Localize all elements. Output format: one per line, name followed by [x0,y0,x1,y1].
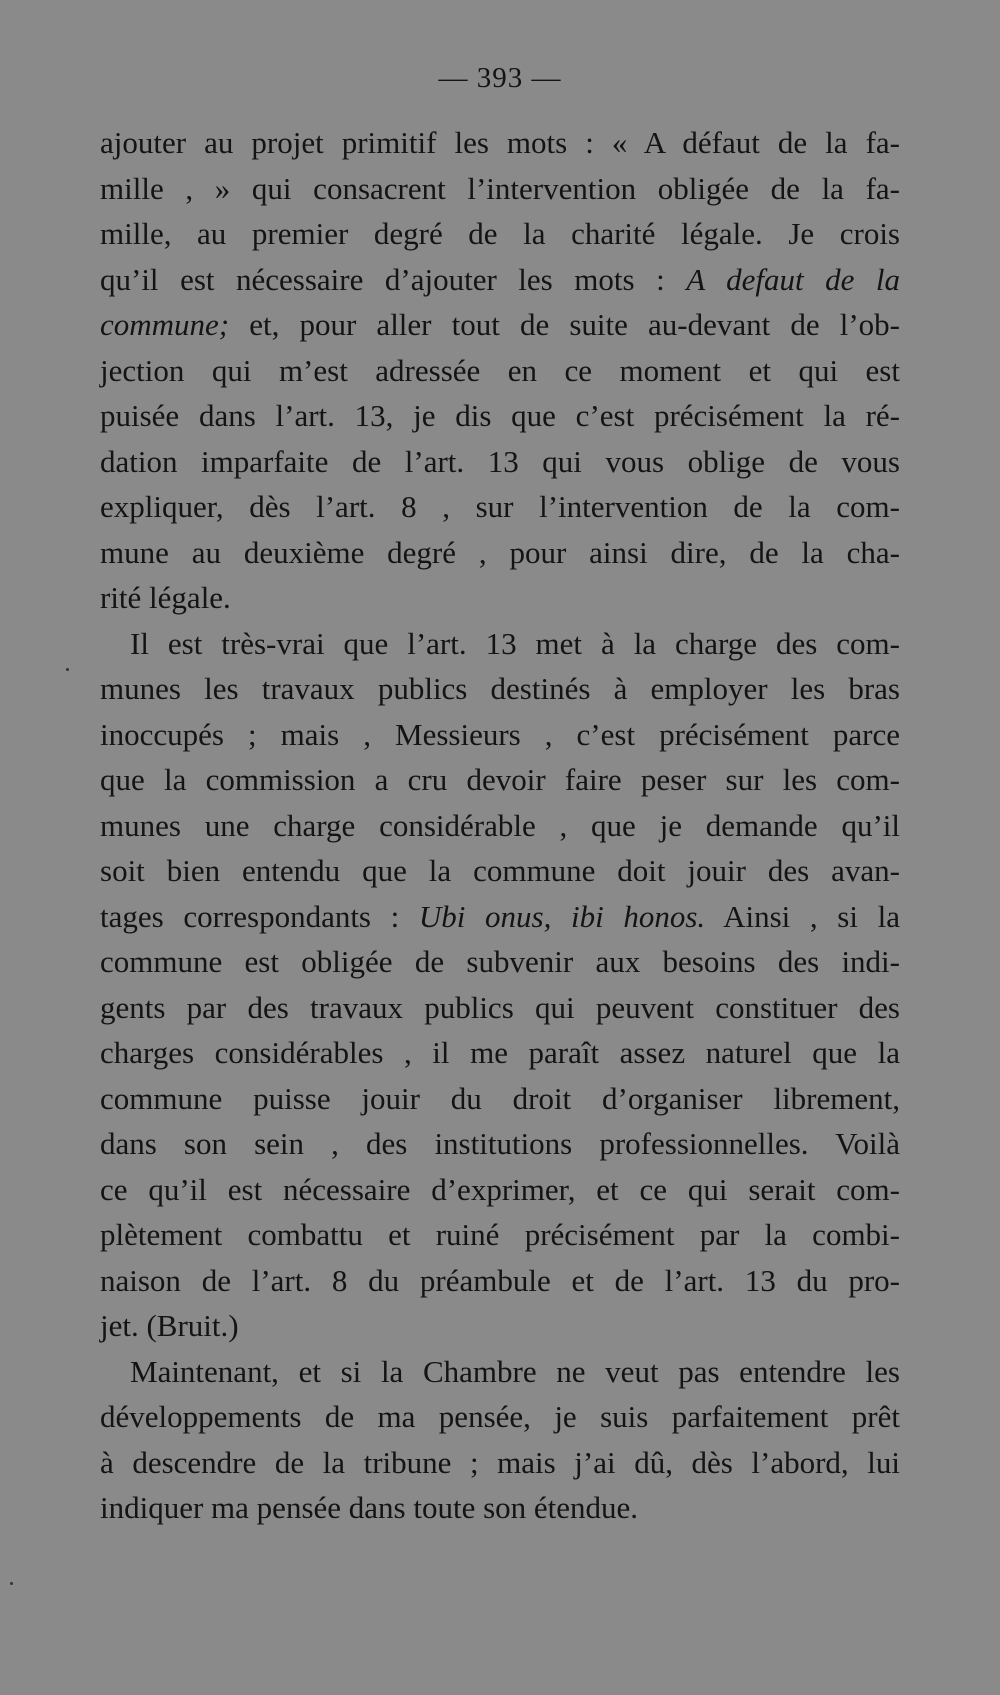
text-run: Il est très-vrai que l’art. 13 met à la charge des com- [130,625,900,661]
text-run: charges considérables , il me paraît assez naturel que la [100,1035,900,1070]
text-line [100,302,900,348]
text-run: Maintenant, et si la Chambre ne veut pas entendre les [130,1353,900,1389]
text-run: puisée dans l’art. 13, je dis que c’est précisément la ré- [100,398,900,433]
text-run: tages correspondants : [100,898,419,934]
text-run: à descendre de la tribune ; mais j’ai dû, dès l’abord, lui [100,1444,900,1480]
text-run: commune puisse jouir du droit d’organiser librement, [100,1080,900,1116]
text-line [100,1030,900,1076]
body-text [100,120,900,1531]
text-line [100,1121,900,1167]
text-run: jection qui m’est adressée en ce moment et qui est [100,352,900,388]
text-run: gents par des travaux publics qui peuvent constituer des [100,989,900,1025]
text-run: ce qu’il est nécessaire d’exprimer, et ce qui serait com- [100,1171,900,1207]
text-run: dans son sein , des institutions professionnelles. Voilà [100,1126,900,1161]
text-line [100,621,900,667]
text-run: et, pour aller tout de suite au-devant de l’ob- [229,307,900,342]
text-run: Ainsi , si la [705,898,900,934]
text-line [100,1258,900,1304]
text-run: ajouter au projet primitif les mots : « A défaut de la fa- [100,125,900,160]
scan-speck [10,1582,13,1585]
text-line [100,1394,900,1440]
text-run: plètement combattu et ruiné précisément par la combi- [100,1217,900,1252]
text-line [100,848,900,894]
text-run: jet. (Bruit.) [100,1308,239,1343]
text-line [100,1076,900,1122]
text-line [100,1212,900,1258]
italic-text-run: A defaut de la [686,261,901,297]
text-line [100,757,900,803]
text-line [100,1303,900,1349]
italic-text-run: commune; [100,307,230,342]
text-run: munes les travaux publics destinés à employer les bras [100,671,900,706]
text-run: inoccupés ; mais , Messieurs , c’est précisément parce [100,716,900,752]
text-line [100,712,900,758]
text-line [100,985,900,1031]
italic-text-run: Ubi onus, ibi honos. [418,898,706,934]
text-line [100,393,900,439]
text-run: expliquer, dès l’art. 8 , sur l’intervention de la com- [100,489,900,524]
text-line [100,484,900,530]
text-run: que la commission a cru devoir faire peser sur les com- [100,762,900,797]
text-line [100,211,900,257]
text-run: mille , » qui consacrent l’intervention obligée de la fa- [100,170,900,206]
text-line [100,348,900,394]
scan-speck [66,668,69,671]
text-line [100,1349,900,1395]
text-run: mille, au premier degré de la charité légale. Je crois [100,216,900,251]
text-line [100,803,900,849]
text-run: munes une charge considérable , que je demande qu’il [100,807,900,843]
text-line [100,1440,900,1486]
text-run: commune est obligée de subvenir aux besoins des indi- [100,944,900,979]
text-run: développements de ma pensée, je suis parfaitement prêt [100,1399,900,1434]
text-run: indiquer ma pensée dans toute son étendue. [100,1490,639,1525]
text-line [100,166,900,212]
text-run: mune au deuxième degré , pour ainsi dire, de la cha- [100,534,900,570]
text-line [100,120,900,166]
text-run: dation imparfaite de l’art. 13 qui vous oblige de vous [100,443,900,479]
text-line [100,666,900,712]
text-line [100,530,900,576]
text-line [100,575,900,621]
text-line [100,894,900,940]
text-run: naison de l’art. 8 du préambule et de l’art. 13 du pro- [100,1262,900,1298]
text-line [100,939,900,985]
text-line [100,1485,900,1531]
page-number: — 393 — [438,62,562,94]
text-run: qu’il est nécessaire d’ajouter les mots : [100,261,687,297]
text-run: soit bien entendu que la commune doit jouir des avan- [100,853,900,888]
text-run: rité légale. [100,580,231,615]
text-line [100,439,900,485]
text-line [100,1167,900,1213]
text-line [100,257,900,303]
